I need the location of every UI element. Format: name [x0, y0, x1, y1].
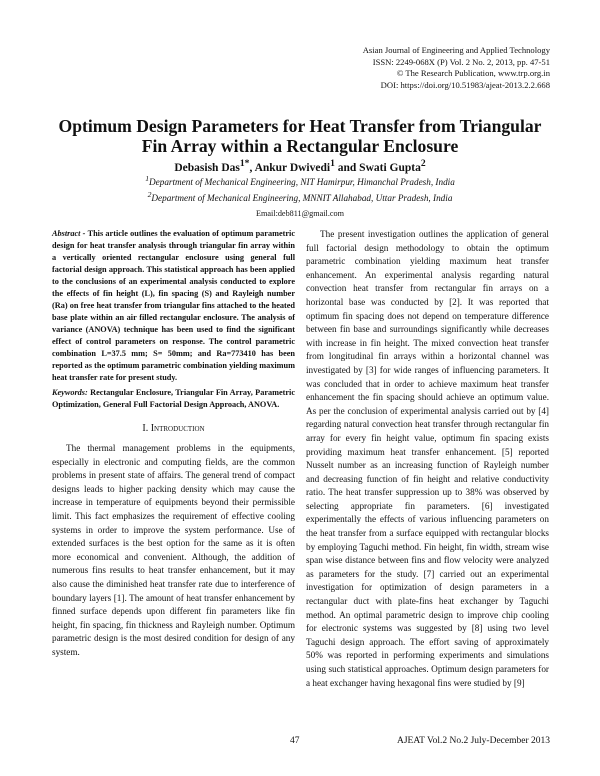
paper-title-line-2: Fin Array within a Rectangular Enclosure — [141, 136, 459, 156]
affiliation-sup: 1 — [145, 174, 150, 183]
right-column — [306, 228, 549, 690]
journal-doi[interactable]: DOI: https://doi.org/10.51983/ajeat-2013.2.2.668 — [380, 79, 550, 90]
author-sep: , — [249, 161, 255, 174]
journal-issn: ISSN: 2249-068X (P) Vol. 2 No. 2, 2013, pp. 47-51 — [372, 56, 550, 67]
journal-header — [250, 45, 550, 91]
author-sup: 1 — [330, 158, 335, 169]
author-name: Swati Gupta — [359, 161, 421, 174]
keywords — [52, 387, 295, 411]
author-email: Email:deb811@gmail.com — [256, 209, 344, 218]
paper-title — [30, 116, 570, 156]
right-paragraph: The present investigation outlines the application of general full factorial design methodology to obtain the optimum parametric combination yielding maximum heat transfer enhancement. An experimental analysis regarding natural convection heat transfer from rectangular fin arrays on a horizontal base was conducted by [2]. It was reported that optimum fin spacing does not depend on temperature difference between fin base and surroundings significantly while decreases with increase in fin height. The mixed convection heat transfer from longitudinal fin arrays within a horizontal channel was investigated by [3] for wide ranges of influencing parameters. It was concluded that in order to achieve maximum heat transfer enhancement the fin spacing should achieve an optimum value. As per the conclusion of experimental analysis carried out by [4] regarding natural convection heat transfer through rectangular fin array for every fin height value, optimum fin spacing exists providing maximum heat transfer enhancement. [5] reported Nusselt number as an increasing function of Rayleigh number and decreasing function of fin height and relative conductivity ratio. The heat transfer suppression up to 38% was observed by selecting appropriate fin parameters. [6] investigated experimentally the effects of various influencing parameters on the heat transfer from a surface equipped with rectangular blocks by employing Taguchi method. Fin height, fin width, stream wise span wise distance between fins and flow velocity were analyzed as parameters for the study. [7] carried out an experimental investigation for optimization of design parameters in a rectangular duct with plate-fins heat exchanger by Taguchi method. An optimal parametric design to improve chip cooling for electronic systems was suggested by [8] using two level Taguchi design approach. The effort saving of approximately 50% was reported in performing experiments and simulations using such statistical approaches. Optimum design parameters for a heat exchanger having hexagonal fins were studied by [9] — [306, 229, 549, 688]
affiliation-1 — [30, 173, 570, 188]
abstract-text: This article outlines the evaluation of optimum parametric design for heat transfer analysis through triangular fin array within a vertically oriented rectangular enclosure using general full factorial design approach. This statistical approach has been applied to the conclusions of an experimental analysis conducted to explore the effects of fin height (L), fin spacing (S) and Rayleigh number (Ra) on free heat transfer from triangular fins attached to the heated base plate within an air filled rectangular enclosure. The analysis of variance (ANOVA) technique has been used to find the significant effect of control parameters on response. The control parametric combination L=37.5 mm; S= 50mm; and Ra=773410 has been reported as the optimum parametric combination yielding maximum heat transfer rate for present study. — [52, 229, 295, 382]
journal-publisher: © The Research Publication, www.trp.org.in — [396, 68, 550, 79]
affiliation-2 — [30, 189, 570, 204]
author-name: Debasish Das — [174, 161, 240, 174]
affiliation-text: Department of Mechanical Engineering, MNNIT Allahabad, Uttar Pradesh, India — [151, 193, 453, 204]
footer-journal: AJEAT Vol.2 No.2 July-December 2013 — [396, 736, 550, 746]
author-sup: 1* — [239, 158, 250, 169]
affiliation-text: Department of Mechanical Engineering, NIT Hamirpur, Himanchal Pradesh, India — [149, 177, 455, 188]
author-name: Ankur Dwivedi — [254, 161, 331, 174]
abstract — [52, 228, 295, 384]
journal-name: Asian Journal of Engineering and Applied Technology — [362, 45, 550, 55]
keywords-label: Keywords: — [52, 388, 88, 397]
page-number: 47 — [290, 736, 300, 746]
author-sep: and — [334, 161, 360, 174]
left-column — [52, 228, 295, 660]
affiliation-sup: 2 — [147, 190, 152, 199]
keywords-text: Rectangular Enclosure, Triangular Fin Array, Parametric Optimization, General Full Factorial Design Approach, ANOVA. — [52, 388, 295, 409]
section-number: I. — [142, 423, 149, 434]
intro-paragraph: The thermal management problems in the equipments, especially in electronic and computing fields, are the common problems in present state of affairs. The general trend of compact designs leads to higher packing density which may cause the increase in temperature of equipments beyond their permissible limit. This fact emphasizes the requirement of effective cooling systems in order to improve the system performance. Use of extended surfaces is the best option for the same as it is often more economical and convenient. Although, the addition of numerous fins results to heat transfer enhancement, but it may also cause the diminished heat transfer rate due to interference of boundary layers [1]. The amount of heat transfer enhancement by finned surface depends upon different fin parameters like fin height, fin spacing, fin thickness and Rayleigh number. Optimum parametric design is the most desired condition for design of any system. — [52, 443, 295, 657]
paper-title-line-1: Optimum Design Parameters for Heat Transfer from Triangular — [58, 116, 542, 136]
section-title: Introduction — [150, 423, 205, 434]
author-sup: 2 — [420, 158, 426, 169]
section-heading — [52, 423, 295, 434]
abstract-label: Abstract - — [52, 229, 86, 238]
